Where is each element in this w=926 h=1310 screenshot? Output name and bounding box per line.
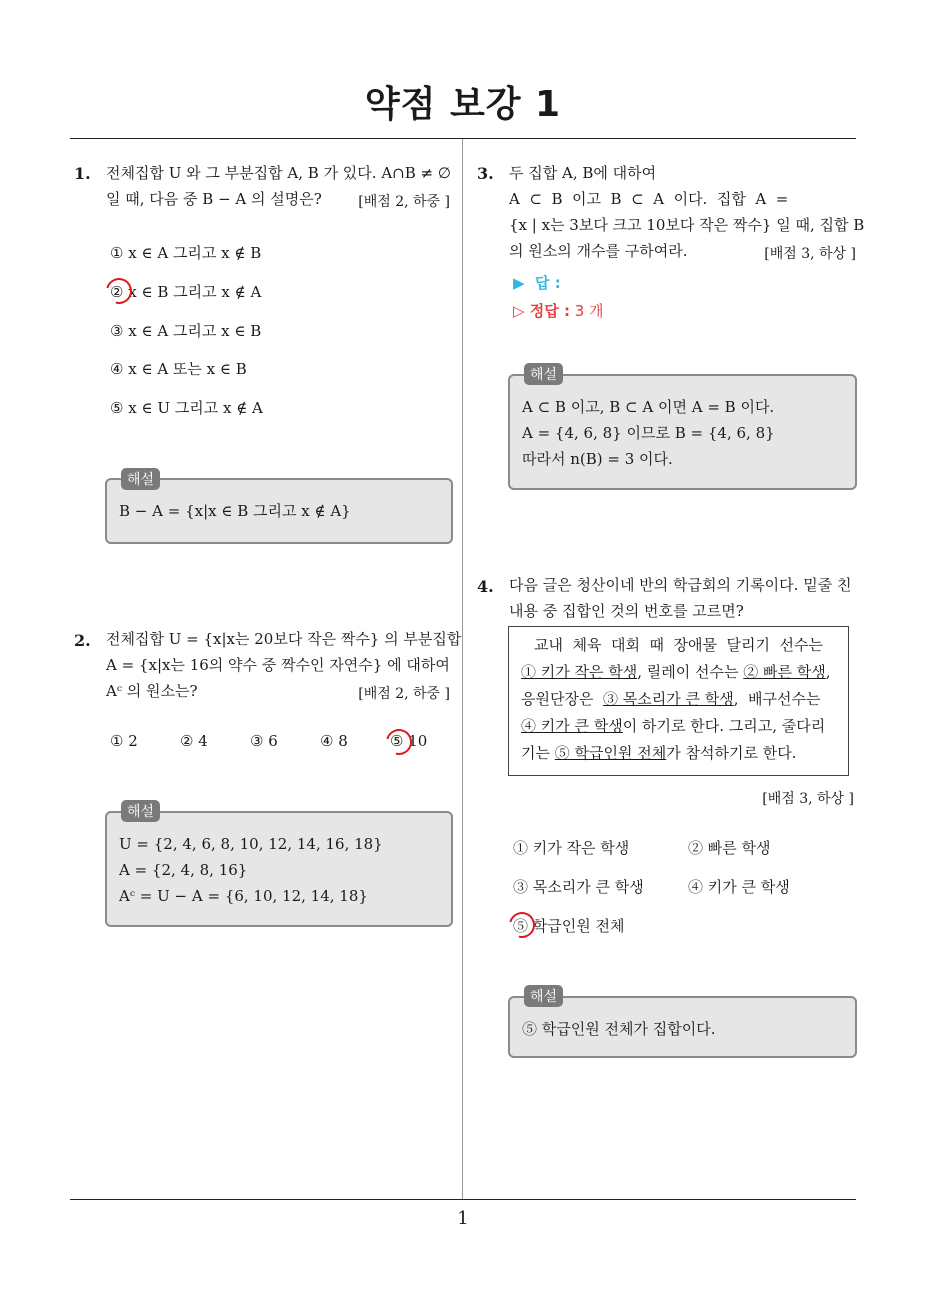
q2-solution-tag: 해설 [121,800,160,822]
q3-solution-line-1: A ⊂ B 이고, B ⊂ A 이면 A = B 이다. [522,398,775,416]
question-2-line-1: 전체집합 U = {x|x는 20보다 작은 짝수} 의 부분집합 [106,630,462,648]
question-4-line-1: 다음 글은 청산이네 반의 학급회의 기록이다. 밑줄 친 [509,576,852,594]
q4-option-1[interactable]: ① 키가 작은 학생 [513,839,630,857]
q2-solution-line-3: Aᶜ = U − A = {6, 10, 12, 14, 18} [119,887,368,905]
q1-solution-tag: 해설 [121,468,160,490]
q4-option-2[interactable]: ② 빠른 학생 [688,839,771,857]
q2-solution-box [105,811,453,927]
q4-selected-answer-mark [504,907,540,943]
q4-option-3[interactable]: ③ 목소리가 큰 학생 [513,878,644,896]
question-2-meta: [배점 2, 하중 ] [358,686,450,702]
q1-option-3[interactable]: ③ x ∈ A 그리고 x ∈ B [110,322,262,340]
footer-divider [70,1199,856,1200]
question-number-3: 3. [477,164,494,183]
q4-underline-4: ④ 키가 큰 학생 [521,717,623,735]
q1-selected-answer-mark [101,273,137,309]
q4-passage-line-1: 교내 체육 대회 때 장애물 달리기 선수는 [533,636,824,654]
q3-solution-line-2: A = {4, 6, 8} 이므로 B = {4, 6, 8} [522,424,775,442]
q3-solution-line-3: 따라서 n(B) = 3 이다. [522,450,673,468]
q4-underline-5: ⑤ 학급인원 전체 [554,744,667,762]
q4-passage-line-3: 응원단장은 ③ 목소리가 큰 학생, 배구선수는 [521,690,821,708]
q1-solution-text: B − A = {x|x ∈ B 그리고 x ∉ A} [119,502,351,520]
q3-answer-label: ▶ 답 : [513,274,561,292]
q4-passage-line-2: ① 키가 작은 학생, 릴레이 선수는 ② 빠른 학생, [521,663,831,681]
page-title: 약점 보강 1 [364,84,562,125]
q1-option-5[interactable]: ⑤ x ∈ U 그리고 x ∉ A [110,399,263,417]
question-3-line-2: A ⊂ B 이고 B ⊂ A 이다. 집합 A = [509,190,789,208]
q3-solution-box [508,374,857,490]
q2-option-2[interactable]: ② 4 [180,732,208,750]
q4-underline-3: ③ 목소리가 큰 학생 [603,690,734,708]
q4-option-4[interactable]: ④ 키가 큰 학생 [688,878,790,896]
question-4-line-2: 내용 중 집합인 것의 번호를 고르면? [509,602,744,620]
q4-passage-line-5: 기는 ⑤ 학급인원 전체가 참석하기로 한다. [521,744,797,762]
question-1-line-1: 전체집합 U 와 그 부분집합 A, B 가 있다. A∩B ≠ ∅ [106,164,451,182]
page-number: 1 [457,1208,469,1229]
q2-selected-answer-mark [381,724,417,760]
q4-passage-box [508,626,849,776]
q3-correct-answer [513,300,604,321]
question-1-line-2: 일 때, 다음 중 B − A 의 설명은? [106,190,322,208]
q1-option-4[interactable]: ④ x ∈ A 또는 x ∈ B [110,360,247,378]
q4-passage-line-4: ④ 키가 큰 학생이 하기로 한다. 그리고, 줄다리 [521,717,826,735]
question-2-line-2: A = {x|x는 16의 약수 중 짝수인 자연수} 에 대하여 [106,656,450,674]
q3-correct-label: ▷ 정답 : [513,302,570,320]
q2-option-3[interactable]: ③ 6 [250,732,278,750]
question-3-line-1: 두 집합 A, B에 대하여 [509,164,657,182]
header-divider [70,138,856,139]
q4-underline-1: ① 키가 작은 학생 [521,663,638,681]
q4-underline-2: ② 빠른 학생 [743,663,826,681]
q3-solution-tag: 해설 [524,363,563,385]
question-3-meta: [배점 3, 하상 ] [764,246,856,262]
q4-solution-text: ⑤ 학급인원 전체가 집합이다. [522,1020,716,1038]
question-3-line-4: 의 원소의 개수를 구하여라. [509,242,688,260]
question-2-line-3: Aᶜ 의 원소는? [106,682,198,700]
question-number-2: 2. [74,631,91,650]
q1-option-2[interactable]: ② x ∈ B 그리고 x ∉ A [110,283,262,301]
q2-option-4[interactable]: ④ 8 [320,732,348,750]
question-3-line-3: {x | x는 3보다 크고 10보다 작은 짝수} 일 때, 집합 B [509,216,865,234]
q2-solution-line-1: U = {2, 4, 6, 8, 10, 12, 14, 16, 18} [119,835,383,853]
question-4-meta: [배점 3, 하상 ] [762,791,854,807]
q3-correct-value: 3 개 [574,302,604,320]
question-1-meta: [배점 2, 하중 ] [358,194,450,210]
q2-solution-line-2: A = {2, 4, 8, 16} [119,861,248,879]
q4-option-5[interactable]: ⑤ 학급인원 전체 [513,917,625,935]
q1-option-1[interactable]: ① x ∈ A 그리고 x ∉ B [110,244,262,262]
question-number-4: 4. [477,577,494,596]
q2-option-1[interactable]: ① 2 [110,732,138,750]
column-divider [462,139,463,1199]
q2-option-5[interactable]: ⑤ 10 [390,732,428,750]
question-number-1: 1. [74,164,91,183]
q4-solution-tag: 해설 [524,985,563,1007]
